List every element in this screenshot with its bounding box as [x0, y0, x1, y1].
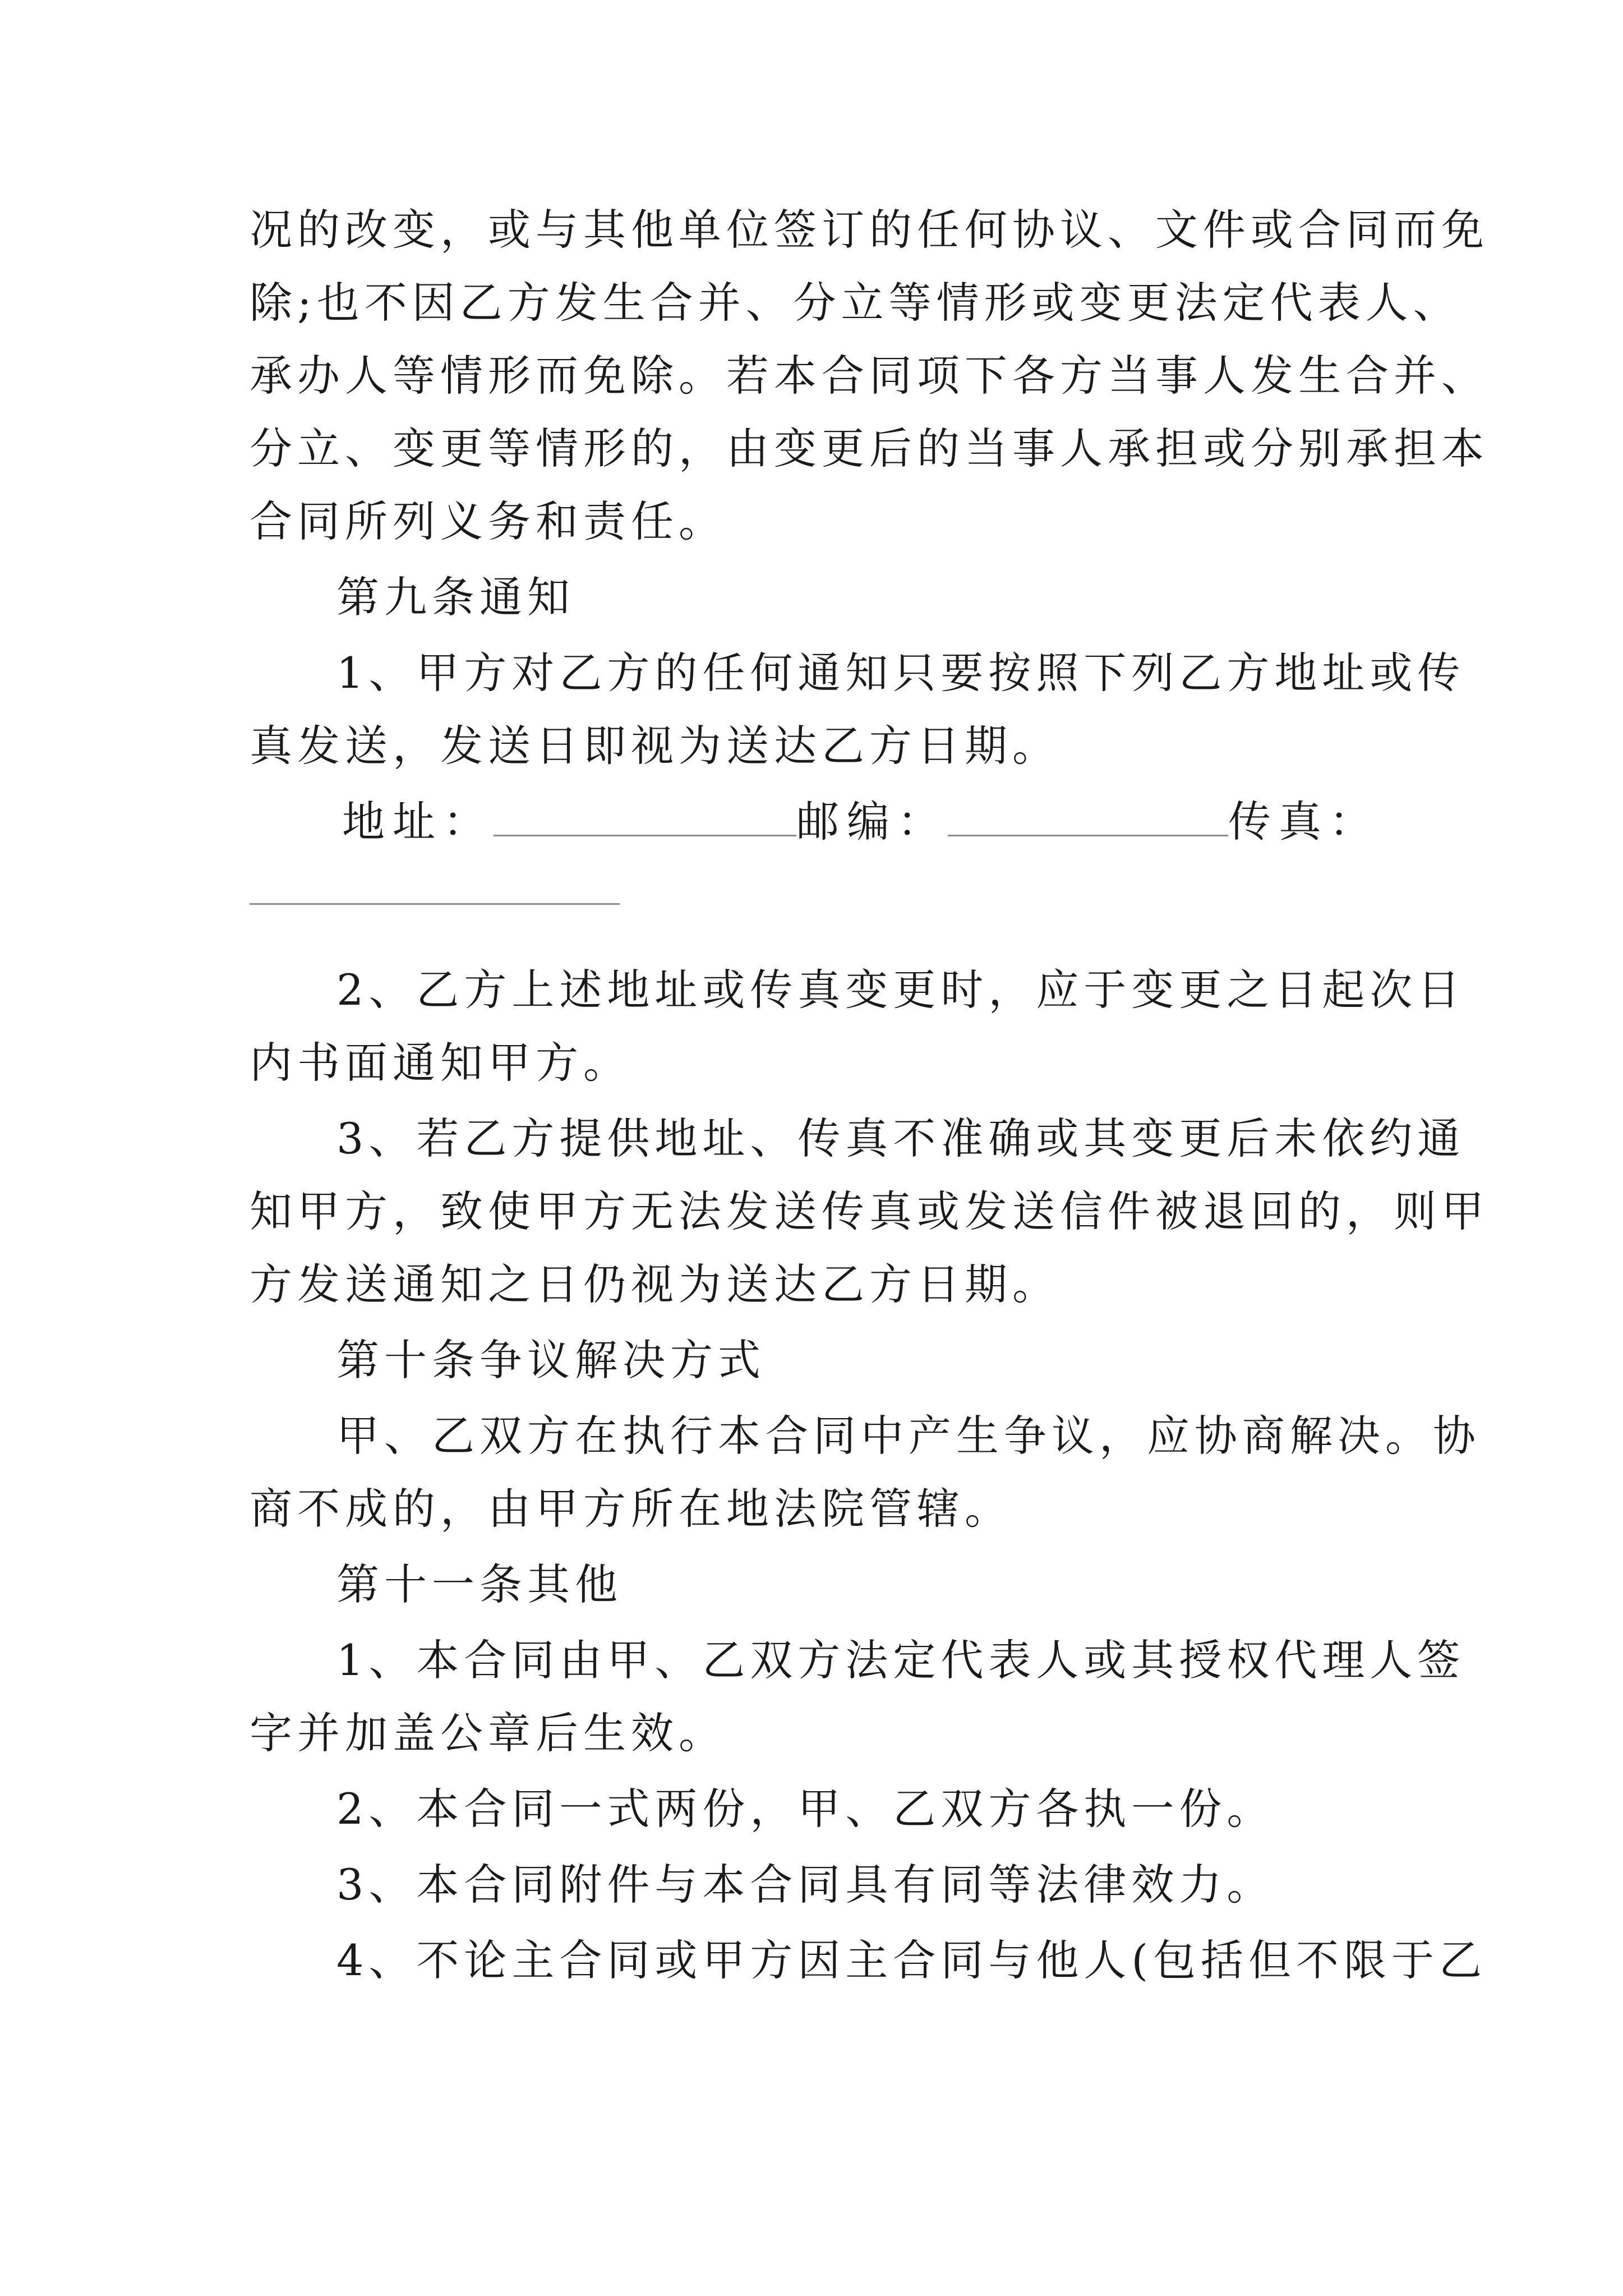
fax-label: 传真： — [1228, 797, 1380, 846]
text-line: 合同所列义务和责任。 — [250, 496, 726, 546]
text-line: 分立、变更等情形的，由变更后的当事人承担或分别承担本 — [250, 424, 1489, 473]
text-line: 方发送通知之日仍视为送达乙方日期。 — [250, 1259, 1060, 1309]
text-line: 3、若乙方提供地址、传真不准确或其变更后未依约通 — [336, 1114, 1465, 1163]
text-line: 1、本合同由甲、乙双方法定代表人或其授权代理人签 — [336, 1635, 1465, 1685]
fax-blank[interactable] — [250, 903, 620, 905]
zip-blank[interactable] — [948, 800, 1228, 836]
text-line: 字并加盖公章后生效。 — [250, 1708, 726, 1758]
text-line: 内书面通知甲方。 — [250, 1038, 631, 1088]
text-line: 2、乙方上述地址或传真变更时，应于变更之日起次日 — [336, 965, 1465, 1015]
text-line: 商不成的，由甲方所在地法院管辖。 — [250, 1484, 1012, 1534]
text-line: 1、甲方对乙方的任何通知只要按照下列乙方地址或传 — [336, 648, 1465, 698]
zip-label: 邮编： — [796, 797, 948, 846]
section-heading: 第十条争议解决方式 — [336, 1335, 766, 1385]
text-line: 甲、乙双方在执行本合同中产生争议，应协商解决。协 — [336, 1411, 1481, 1461]
section-heading: 第十一条其他 — [336, 1559, 623, 1609]
text-line: 除;也不因乙方发生合并、分立等情形或变更法定代表人、 — [250, 278, 1461, 328]
text-line: 2、本合同一式两份，甲、乙双方各执一份。 — [336, 1784, 1275, 1834]
text-line: 3、本合同附件与本合同具有同等法律效力。 — [336, 1860, 1275, 1910]
address-line — [342, 794, 1380, 850]
address-blank[interactable] — [494, 800, 796, 836]
text-line: 4、不论主合同或甲方因主合同与他人(包括但不限于乙 — [336, 1935, 1487, 1985]
text-line: 承办人等情形而免除。若本合同项下各方当事人发生合并、 — [250, 351, 1489, 401]
text-line: 知甲方，致使甲方无法发送传真或发送信件被退回的，则甲 — [250, 1186, 1489, 1236]
address-label: 地址： — [342, 797, 494, 846]
text-line: 真发送，发送日即视为送达乙方日期。 — [250, 721, 1060, 771]
text-line: 况的改变，或与其他单位签订的任何协议、文件或合同而免 — [250, 205, 1489, 255]
section-heading: 第九条通知 — [336, 572, 575, 622]
